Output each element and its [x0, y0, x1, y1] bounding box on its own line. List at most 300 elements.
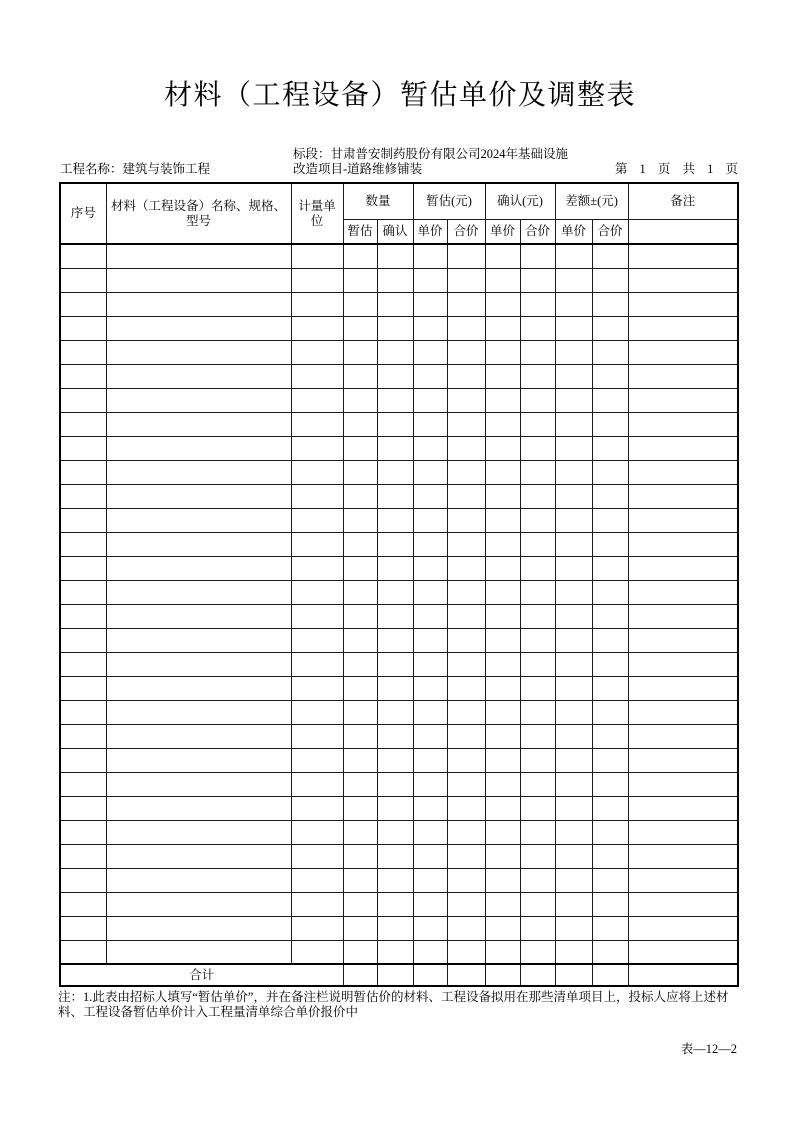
table-cell: [555, 364, 592, 388]
table-cell: [413, 556, 447, 580]
table-cell: [485, 316, 520, 340]
table-cell: [60, 580, 106, 604]
table-cell: [343, 388, 377, 412]
table-cell: [520, 292, 555, 316]
table-cell: [592, 676, 628, 700]
table-cell: [343, 772, 377, 796]
table-cell: [447, 652, 485, 676]
table-row: [60, 604, 738, 628]
table-cell: [377, 556, 413, 580]
table-cell: [106, 340, 291, 364]
table-cell: [413, 508, 447, 532]
table-row: [60, 508, 738, 532]
table-cell: [520, 436, 555, 460]
table-row: [60, 796, 738, 820]
table-cell: [628, 628, 738, 652]
col-header-name: 材料（工程设备）名称、规格、型号: [106, 183, 291, 244]
table-cell: [555, 820, 592, 844]
table-cell: [291, 676, 343, 700]
table-cell: [377, 652, 413, 676]
table-cell: [628, 412, 738, 436]
table-cell: [377, 604, 413, 628]
table-row: [60, 436, 738, 460]
table-cell: [485, 508, 520, 532]
table-cell: [592, 868, 628, 892]
table-cell: [485, 580, 520, 604]
total-label: 合计: [60, 964, 343, 986]
table-cell: [447, 412, 485, 436]
table-cell: [60, 916, 106, 940]
table-cell: [60, 292, 106, 316]
table-cell: [447, 940, 485, 964]
table-cell: [60, 484, 106, 508]
table-cell: [447, 700, 485, 724]
table-cell: [343, 724, 377, 748]
table-cell: [291, 580, 343, 604]
table-cell: [60, 604, 106, 628]
table-cell: [485, 820, 520, 844]
table-cell: [343, 628, 377, 652]
table-cell: [520, 484, 555, 508]
table-cell: [447, 820, 485, 844]
table-cell: [106, 868, 291, 892]
sub-header-quantity-confirmed: 确认: [377, 219, 413, 244]
table-cell: [485, 892, 520, 916]
table-cell: [555, 604, 592, 628]
table-row: [60, 388, 738, 412]
table-cell: [628, 820, 738, 844]
table-cell: [343, 436, 377, 460]
table-row: [60, 532, 738, 556]
table-cell: [291, 820, 343, 844]
table-cell: [343, 316, 377, 340]
remark-empty-subcell: [628, 219, 738, 244]
table-cell: [413, 940, 447, 964]
table-cell: [60, 316, 106, 340]
table-cell: [520, 868, 555, 892]
table-cell: [343, 940, 377, 964]
table-cell: [291, 388, 343, 412]
table-cell: [628, 556, 738, 580]
table-cell: [343, 676, 377, 700]
table-cell: [520, 892, 555, 916]
table-cell: [377, 484, 413, 508]
table-cell: [447, 772, 485, 796]
table-cell: [485, 724, 520, 748]
table-cell: [343, 484, 377, 508]
table-row: [60, 364, 738, 388]
table-cell: [413, 868, 447, 892]
table-cell: [377, 772, 413, 796]
table-cell: [628, 388, 738, 412]
table-cell: [106, 628, 291, 652]
table-cell: [520, 820, 555, 844]
table-cell: [60, 556, 106, 580]
sub-header-provisional-unit-price: 单价: [413, 219, 447, 244]
table-cell: [377, 412, 413, 436]
table-cell: [520, 244, 555, 268]
table-cell: [592, 652, 628, 676]
table-cell: [447, 676, 485, 700]
table-cell: [413, 340, 447, 364]
table-cell: [555, 556, 592, 580]
table-cell: [555, 340, 592, 364]
table-cell: [291, 412, 343, 436]
table-cell: [555, 268, 592, 292]
table-cell: [377, 676, 413, 700]
table-cell: [447, 556, 485, 580]
table-cell: [520, 772, 555, 796]
table-cell: [106, 772, 291, 796]
table-cell: [413, 628, 447, 652]
total-cell: [447, 964, 485, 986]
table-cell: [485, 676, 520, 700]
table-cell: [592, 340, 628, 364]
table-cell: [413, 268, 447, 292]
table-cell: [343, 268, 377, 292]
table-cell: [291, 700, 343, 724]
table-cell: [291, 772, 343, 796]
table-cell: [520, 628, 555, 652]
table-cell: [60, 244, 106, 268]
table-cell: [377, 508, 413, 532]
table-cell: [447, 796, 485, 820]
table-cell: [447, 364, 485, 388]
table-cell: [106, 676, 291, 700]
table-cell: [628, 244, 738, 268]
table-row: [60, 844, 738, 868]
table-row: [60, 676, 738, 700]
table-cell: [592, 244, 628, 268]
table-row: [60, 316, 738, 340]
table-cell: [520, 580, 555, 604]
table-cell: [592, 916, 628, 940]
table-cell: [555, 628, 592, 652]
table-cell: [106, 460, 291, 484]
table-body: [60, 244, 738, 964]
table-cell: [555, 412, 592, 436]
group-header-difference: [555, 183, 628, 219]
table-cell: [106, 580, 291, 604]
table-row: [60, 580, 738, 604]
table-cell: [413, 244, 447, 268]
total-cell: [520, 964, 555, 986]
table-cell: [343, 916, 377, 940]
table-cell: [592, 628, 628, 652]
table-cell: [413, 316, 447, 340]
table-cell: [291, 628, 343, 652]
table-cell: [555, 748, 592, 772]
table-cell: [628, 532, 738, 556]
table-cell: [555, 724, 592, 748]
table-cell: [291, 652, 343, 676]
table-cell: [628, 484, 738, 508]
table-cell: [485, 484, 520, 508]
table-cell: [343, 868, 377, 892]
table-cell: [447, 532, 485, 556]
table-cell: [628, 292, 738, 316]
table-row: [60, 748, 738, 772]
table-cell: [60, 340, 106, 364]
table-cell: [485, 796, 520, 820]
table-cell: [377, 700, 413, 724]
table-cell: [485, 868, 520, 892]
table-cell: [520, 676, 555, 700]
table-row: [60, 724, 738, 748]
table-cell: [520, 412, 555, 436]
table-cell: [291, 364, 343, 388]
table-cell: [520, 508, 555, 532]
table-row: [60, 484, 738, 508]
table-cell: [343, 820, 377, 844]
footnote: 注：1.此表由招标人填写“暂估单价”，并在备注栏说明暂估价的材料、工程设备拟用在那些清单项目上，投标人应将上述材料、工程设备暂估单价计入工程量清单综合单价报价中: [58, 990, 729, 1019]
table-cell: [628, 796, 738, 820]
table-cell: [592, 604, 628, 628]
table-cell: [520, 556, 555, 580]
table-cell: [485, 844, 520, 868]
table-cell: [485, 940, 520, 964]
table-cell: [291, 868, 343, 892]
table-cell: [377, 868, 413, 892]
sub-header-provisional-total-price: 合价: [447, 219, 485, 244]
table-cell: [447, 580, 485, 604]
table-cell: [291, 436, 343, 460]
table-cell: [485, 916, 520, 940]
table-cell: [485, 412, 520, 436]
table-cell: [343, 460, 377, 484]
table-cell: [447, 892, 485, 916]
table-cell: [520, 796, 555, 820]
table-cell: [291, 316, 343, 340]
table-cell: [628, 436, 738, 460]
table-cell: [592, 292, 628, 316]
table-cell: [592, 748, 628, 772]
table-cell: [555, 700, 592, 724]
table-cell: [555, 244, 592, 268]
table-cell: [555, 676, 592, 700]
table-cell: [106, 556, 291, 580]
table-cell: [447, 268, 485, 292]
table-cell: [592, 820, 628, 844]
table-cell: [106, 892, 291, 916]
table-row: [60, 292, 738, 316]
table-cell: [343, 292, 377, 316]
table-cell: [555, 796, 592, 820]
table-cell: [628, 676, 738, 700]
table-row: [60, 268, 738, 292]
table-cell: [106, 820, 291, 844]
sub-header-confirmed-total-price: 合价: [520, 219, 555, 244]
table-cell: [447, 604, 485, 628]
table-cell: [413, 604, 447, 628]
table-cell: [628, 604, 738, 628]
table-cell: [291, 292, 343, 316]
table-cell: [106, 436, 291, 460]
table-cell: [628, 724, 738, 748]
table-cell: [377, 748, 413, 772]
table-cell: [413, 916, 447, 940]
table-cell: [106, 388, 291, 412]
project-name: 工程名称：建筑与装饰工程: [60, 162, 211, 176]
sub-header-difference-unit-price: 单价: [555, 219, 592, 244]
table-cell: [592, 412, 628, 436]
table-cell: [485, 604, 520, 628]
table-row: [60, 460, 738, 484]
table-row: [60, 820, 738, 844]
table-cell: [447, 916, 485, 940]
table-cell: [343, 508, 377, 532]
table-cell: [291, 604, 343, 628]
table-cell: [60, 460, 106, 484]
total-cell: [377, 964, 413, 986]
table-cell: [485, 244, 520, 268]
table-cell: [106, 268, 291, 292]
table-cell: [520, 700, 555, 724]
table-cell: [520, 940, 555, 964]
table-cell: [628, 844, 738, 868]
table-cell: [485, 772, 520, 796]
table-cell: [343, 748, 377, 772]
table-cell: [555, 484, 592, 508]
table-cell: [291, 460, 343, 484]
table-cell: [291, 556, 343, 580]
table-cell: [447, 748, 485, 772]
table-row: [60, 556, 738, 580]
table-cell: [343, 532, 377, 556]
table-cell: [60, 628, 106, 652]
table-cell: [106, 748, 291, 772]
table-cell: [377, 388, 413, 412]
table-cell: [413, 796, 447, 820]
table-cell: [447, 436, 485, 460]
table-cell: [592, 460, 628, 484]
table-cell: [106, 316, 291, 340]
table-cell: [413, 580, 447, 604]
table-cell: [60, 820, 106, 844]
total-row: [60, 964, 738, 986]
table-cell: [106, 796, 291, 820]
table-cell: [291, 748, 343, 772]
table-cell: [291, 508, 343, 532]
table-row: [60, 628, 738, 652]
table-cell: [628, 316, 738, 340]
table-cell: [592, 508, 628, 532]
table-cell: [413, 652, 447, 676]
table-cell: [555, 388, 592, 412]
table-cell: [447, 316, 485, 340]
table-cell: [555, 844, 592, 868]
table-cell: [377, 292, 413, 316]
total-cell: [592, 964, 628, 986]
table-cell: [555, 868, 592, 892]
table-cell: [343, 892, 377, 916]
sub-header-quantity-provisional: 暂估: [343, 219, 377, 244]
table-cell: [447, 340, 485, 364]
table-cell: [106, 244, 291, 268]
table-cell: [60, 388, 106, 412]
col-header-remark: 备注: [628, 183, 738, 219]
table-cell: [343, 604, 377, 628]
table-cell: [291, 724, 343, 748]
table-cell: [485, 532, 520, 556]
table-cell: [413, 844, 447, 868]
table-cell: [106, 652, 291, 676]
table-cell: [592, 364, 628, 388]
table-cell: [520, 364, 555, 388]
difference-group-label: 差额±(元): [565, 194, 618, 209]
table-cell: [377, 460, 413, 484]
table-cell: [447, 460, 485, 484]
table-cell: [413, 892, 447, 916]
table-cell: [413, 292, 447, 316]
table-cell: [592, 580, 628, 604]
table-cell: [592, 796, 628, 820]
table-cell: [628, 772, 738, 796]
table-cell: [555, 580, 592, 604]
table-row: [60, 916, 738, 940]
table-cell: [377, 340, 413, 364]
table-cell: [377, 844, 413, 868]
table-cell: [106, 940, 291, 964]
col-header-seq: 序号: [60, 183, 106, 244]
table-cell: [413, 676, 447, 700]
table-cell: [106, 532, 291, 556]
table-cell: [413, 748, 447, 772]
table-cell: [592, 268, 628, 292]
table-cell: [413, 700, 447, 724]
table-cell: [447, 244, 485, 268]
table-cell: [291, 484, 343, 508]
table-cell: [592, 892, 628, 916]
table-cell: [520, 844, 555, 868]
table-cell: [485, 388, 520, 412]
table-cell: [485, 748, 520, 772]
table-cell: [377, 628, 413, 652]
total-cell: [555, 964, 592, 986]
table-cell: [60, 724, 106, 748]
table-cell: [628, 700, 738, 724]
table-cell: [628, 652, 738, 676]
table-row: [60, 772, 738, 796]
table-cell: [377, 532, 413, 556]
table-row: [60, 700, 738, 724]
table-cell: [291, 532, 343, 556]
table-cell: [555, 460, 592, 484]
table-cell: [343, 364, 377, 388]
table-cell: [106, 484, 291, 508]
page-indicator: 第 1 页 共 1 页: [614, 162, 738, 176]
table-cell: [343, 652, 377, 676]
table-cell: [520, 268, 555, 292]
table-cell: [60, 772, 106, 796]
table-cell: [60, 532, 106, 556]
table-cell: [413, 412, 447, 436]
table-cell: [343, 556, 377, 580]
table-cell: [377, 268, 413, 292]
table-cell: [413, 436, 447, 460]
table-cell: [555, 316, 592, 340]
table-cell: [520, 532, 555, 556]
total-cell: [485, 964, 520, 986]
table-cell: [377, 436, 413, 460]
table-cell: [106, 724, 291, 748]
col-header-unit: 计量单位: [291, 183, 343, 244]
table-row: [60, 892, 738, 916]
table-cell: [343, 796, 377, 820]
table-cell: [291, 916, 343, 940]
table-row: [60, 652, 738, 676]
table-cell: [106, 412, 291, 436]
